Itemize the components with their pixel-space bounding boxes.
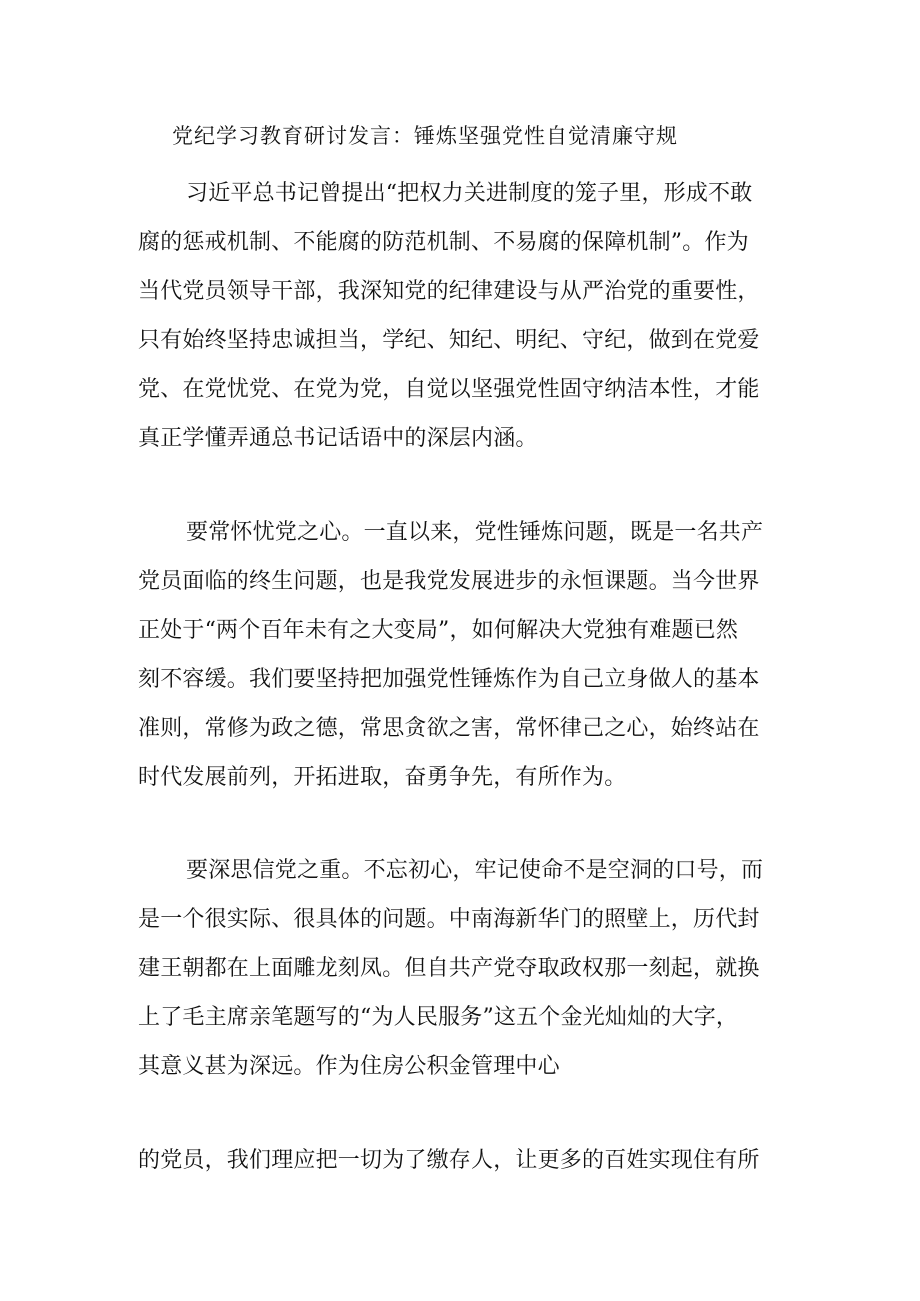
paragraph-1-line-5: 党、在党忧党、在党为党，自觉以坚强党性固守纳洁本性，才能 — [138, 377, 760, 402]
paragraph-1-line-4: 只有始终坚持忠诚担当，学纪、知纪、明纪、守纪，做到在党爱 — [138, 328, 760, 353]
paragraph-2-line-4: 刻不容缓。我们要坚持把加强党性锤炼作为自己立身做人的基本 — [138, 667, 760, 692]
paragraph-3-line-2: 是一个很实际、很具体的问题。中南海新华门的照壁上，历代封 — [138, 907, 760, 932]
paragraph-4-line-1: 的党员，我们理应把一切为了缴存人，让更多的百姓实现住有所 — [138, 1148, 760, 1173]
paragraph-2-line-1: 要常怀忧党之心。一直以来，党性锤炼问题，既是一名共产 — [186, 520, 764, 545]
document-title: 党纪学习教育研讨发言：锤炼坚强党性自觉清廉守规 — [172, 124, 678, 148]
paragraph-3-line-4: 上了毛主席亲笔题写的“为人民服务”这五个金光灿灿的大字， — [138, 1005, 739, 1030]
paragraph-2-line-5: 准则，常修为政之德，常思贪欲之害，常怀律己之心，始终站在 — [138, 716, 760, 741]
paragraph-3-line-5: 其意义甚为深远。作为住房公积金管理中心 — [138, 1054, 560, 1079]
paragraph-3-line-1: 要深思信党之重。不忘初心，牢记使命不是空洞的口号，而 — [186, 858, 764, 883]
paragraph-1-line-2: 腐的惩戒机制、不能腐的防范机制、不易腐的保障机制”。作为 — [138, 230, 749, 255]
paragraph-2-line-2: 党员面临的终生问题，也是我党发展进步的永恒课题。当今世界 — [138, 569, 760, 594]
paragraph-2-line-3: 正处于“两个百年未有之大变局”，如何解决大党独有难题已然 — [138, 618, 739, 643]
paragraph-2-line-6: 时代发展前列，开拓进取，奋勇争先，有所作为。 — [138, 765, 627, 790]
paragraph-3-line-3: 建王朝都在上面雕龙刻凤。但自共产党夺取政权那一刻起，就换 — [138, 956, 760, 981]
paragraph-1-line-6: 真正学懂弄通总书记话语中的深层内涵。 — [138, 426, 538, 451]
paragraph-1-line-1: 习近平总书记曾提出“把权力关进制度的笼子里，形成不敢 — [186, 181, 753, 206]
paragraph-1-line-3: 当代党员领导干部，我深知党的纪律建设与从严治党的重要性， — [138, 279, 760, 304]
